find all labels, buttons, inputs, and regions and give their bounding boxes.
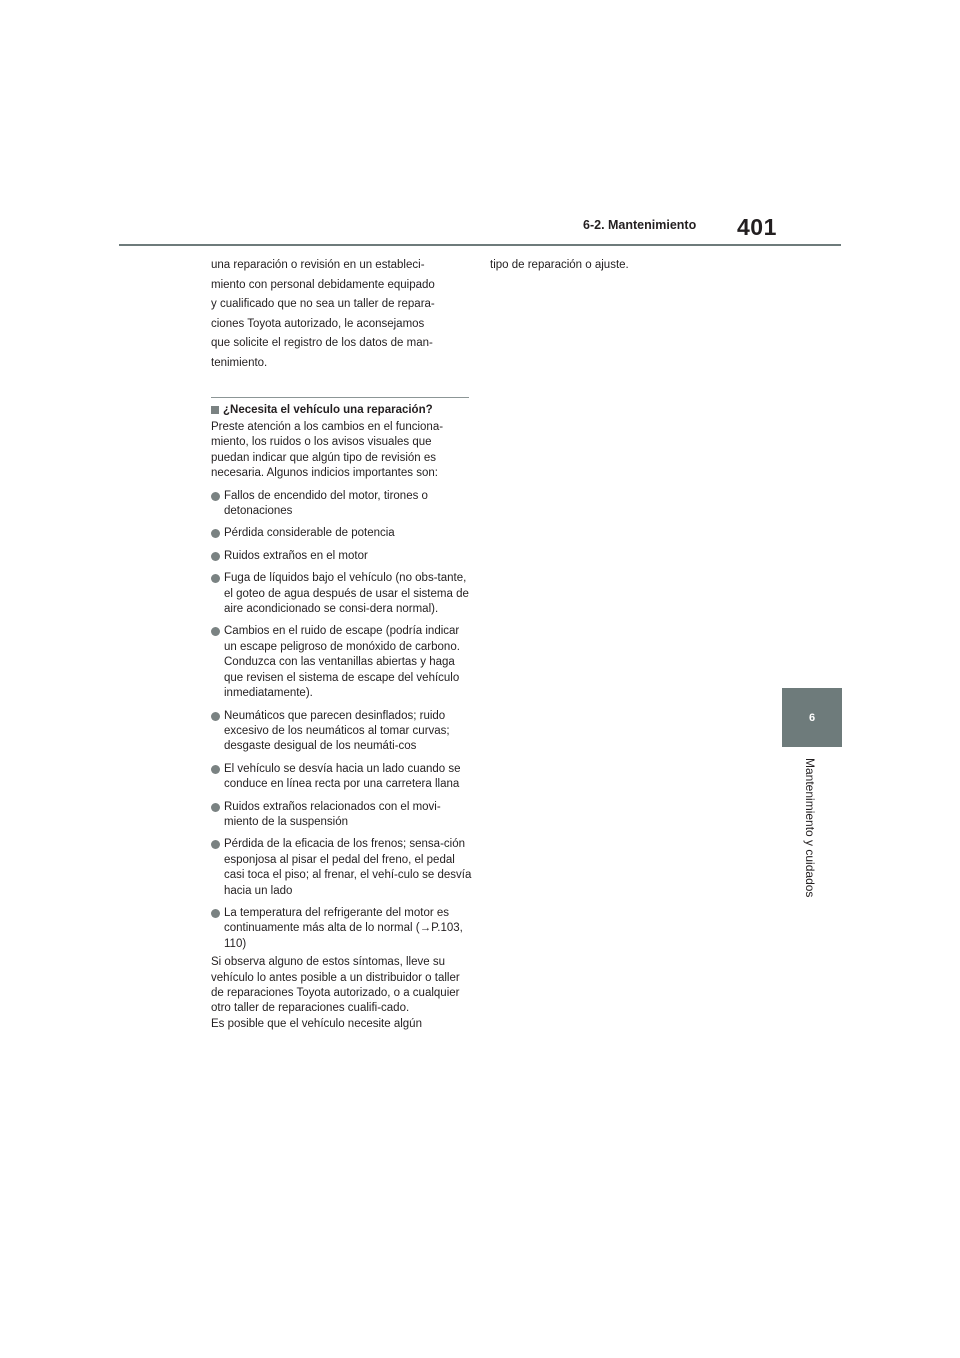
square-bullet-icon (211, 406, 219, 414)
list-item-text: La temperatura del refrigerante del motor es continuamente más alta de lo normal (→P.103, 110) (224, 906, 463, 950)
bullet-dot-icon (211, 765, 220, 774)
intro-line: que solicite el registro de los datos de man- (211, 337, 433, 349)
bullet-dot-icon (211, 552, 220, 561)
intro-line: y cualificado que no sea un taller de repara- (211, 298, 435, 310)
bullet-dot-icon (211, 574, 220, 583)
bullet-dot-icon (211, 712, 220, 721)
chapter-side-label: Mantenimiento y cuidados (803, 758, 817, 898)
section-title: ¿Necesita el vehículo una reparación? (223, 404, 433, 416)
bullet-dot-icon (211, 840, 220, 849)
list-item (211, 571, 473, 617)
left-column (211, 256, 473, 1032)
list-item (211, 800, 473, 831)
chapter-tab (782, 688, 842, 747)
list-item (211, 624, 473, 701)
list-item-text: Cambios en el ruido de escape (podría indicar un escape peligroso de monóxido de carbono. Conduzca con las ventanillas abiertas y haga que revisen el sistema de escape del vehículo inmediatamente). (224, 625, 460, 700)
list-item-text: El vehículo se desvía hacia un lado cuando se conduce en línea recta por una carretera llana (224, 762, 461, 791)
header-rule (119, 244, 841, 246)
page-number: 401 (737, 214, 777, 240)
list-item (211, 526, 473, 541)
intro-line: miento con personal debidamente equipado (211, 278, 435, 291)
bullet-dot-icon (211, 803, 220, 812)
continuation-text: tipo de reparación o ajuste. (490, 259, 629, 271)
section-heading (211, 404, 473, 416)
list-item-text: Ruidos extraños en el motor (224, 549, 368, 562)
intro-line: una reparación o revisión en un estableci- (211, 259, 425, 271)
closing-paragraph-continued: Es posible que el vehículo necesite algún (211, 1017, 422, 1030)
intro-paragraph (211, 256, 473, 373)
section-divider (211, 397, 469, 398)
list-item-text: Ruidos extraños relacionados con el movi-miento de la suspensión (224, 800, 441, 828)
list-item (211, 489, 473, 520)
list-item-text: Fuga de líquidos bajo el vehículo (no obs-tante, el goteo de agua después de usar el sistema de aire acondicionado se consi-dera normal). (224, 572, 469, 616)
list-item (211, 709, 473, 755)
bullet-dot-icon (211, 492, 220, 501)
list-item (211, 837, 473, 899)
list-item-text: Neumáticos que parecen desinflados; ruido excesivo de los neumáticos al tomar curvas; desgaste desigual de los neumáti-cos (224, 709, 450, 753)
right-column (490, 256, 760, 276)
closing-paragraph: Si observa alguno de estos síntomas, lleve su vehículo lo antes posible a un distribuidor o taller de reparaciones Toyota autorizado, o a cualquier otro taller de reparaciones cualifi-cado. (211, 956, 460, 1015)
symptom-list (211, 489, 473, 953)
list-item-text: Pérdida considerable de potencia (224, 527, 395, 540)
intro-line: tenimiento. (211, 356, 268, 369)
bullet-dot-icon (211, 529, 220, 538)
section-body: Preste atención a los cambios en el funciona-miento, los ruidos o los avisos visuales que puedan indicar que algún tipo de revisión es necesaria. Algunos indicios importantes son: (211, 421, 444, 480)
list-item-text: Pérdida de la eficacia de los frenos; sensa-ción esponjosa al pisar el pedal del freno, el pedal casi toca el piso; al frenar, el vehí-culo se desvía hacia un lado (224, 838, 472, 897)
header-section-title: 6-2. Mantenimiento (583, 218, 697, 232)
chapter-number: 6 (808, 711, 816, 724)
intro-line: ciones Toyota autorizado, le aconsejamos (211, 317, 425, 330)
bullet-dot-icon (211, 909, 220, 918)
bullet-dot-icon (211, 627, 220, 636)
list-item (211, 549, 473, 564)
list-item-text: Fallos de encendido del motor, tirones o detonaciones (224, 489, 428, 518)
list-item (211, 906, 473, 952)
list-item (211, 762, 473, 793)
